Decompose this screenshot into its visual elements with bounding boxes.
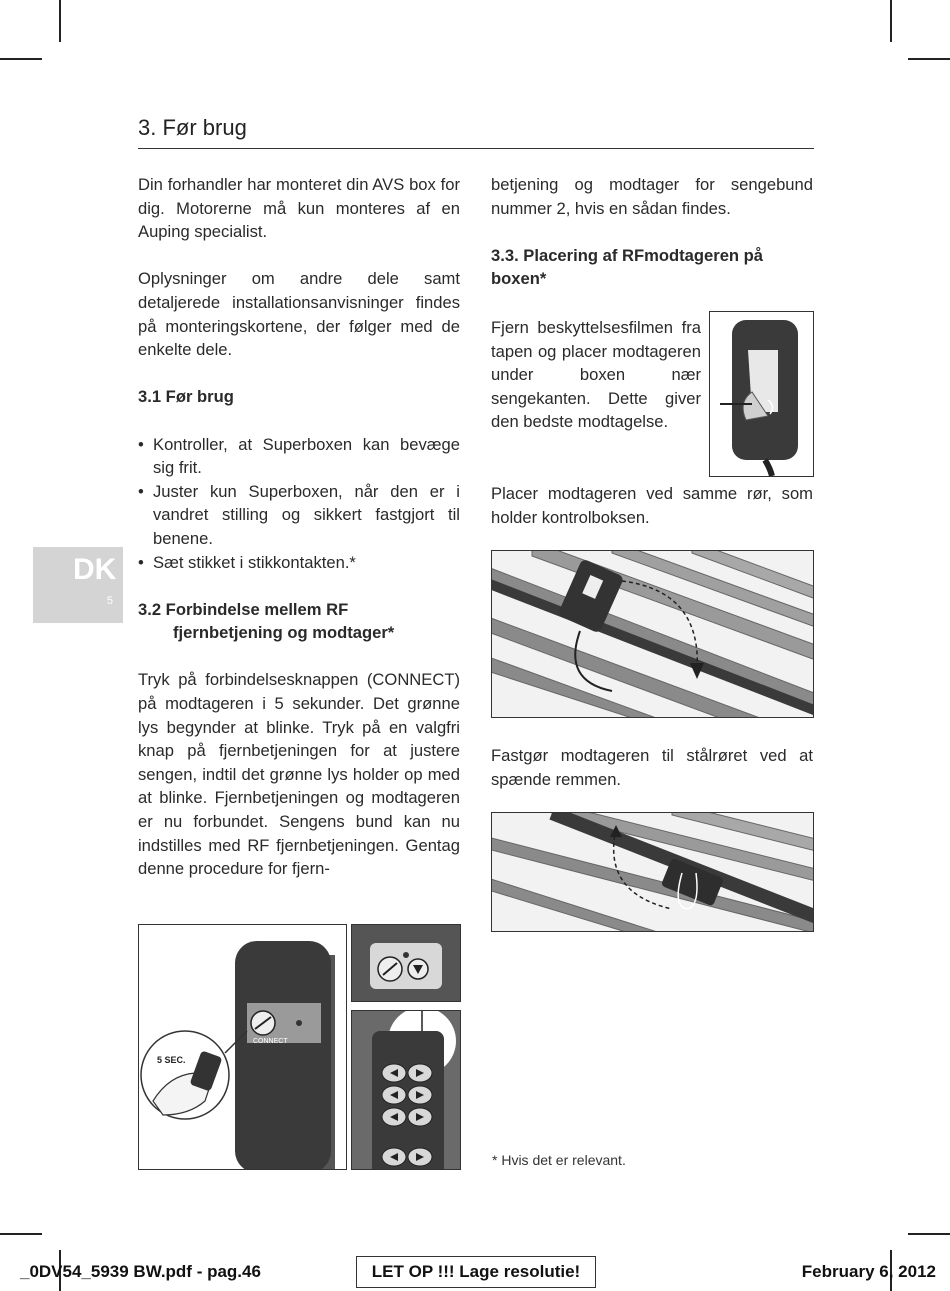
right-column bbox=[491, 173, 813, 315]
receiver-tape-figure bbox=[709, 311, 814, 477]
list-item: • Juster kun Superboxen, når den er i vandret stilling og sikkert fastgjort til benene. bbox=[138, 480, 460, 551]
crop-mark bbox=[0, 1233, 42, 1235]
language-code: DK bbox=[73, 553, 117, 586]
intro-paragraph: Din forhandler har monteret din AVS box for dig. Motorerne må kun monteres af en Auping specialist. bbox=[138, 175, 460, 242]
crop-mark bbox=[908, 58, 950, 60]
footer-resolution-warning: LET OP !!! Lage resolutie! bbox=[356, 1256, 596, 1288]
checklist bbox=[138, 433, 460, 575]
remote-buttons-figure bbox=[351, 1010, 461, 1170]
section-3-3-body: Fjern beskyttelsesfilmen fra tapen og placer modtageren under boxen nær sengekanten. Dette giver den bedste modtagelse. bbox=[491, 318, 701, 432]
fasten-text-wrap bbox=[491, 744, 813, 791]
language-tab bbox=[33, 547, 123, 623]
list-item: • Kontroller, at Superboxen kan bevæge sig frit. bbox=[138, 433, 460, 480]
section-3-3-body-wrap bbox=[491, 316, 701, 434]
crop-mark bbox=[890, 0, 892, 42]
section-heading: 3. Før brug bbox=[138, 112, 814, 149]
fasten-text: Fastgør modtageren til stålrøret ved at spænde remmen. bbox=[491, 746, 813, 789]
fasten-strap-figure bbox=[491, 812, 814, 932]
left-column bbox=[138, 173, 460, 881]
section-3-2-body: Tryk på forbindelsesknappen (CONNECT) på modtageren i 5 sekunder. Det grønne lys begynder at blinke. Tryk på en valgfri knap på fjernbetjeningen for at justere sengen, indtil det grønne lys holder op med at blinke. Fjernbetjeningen og modtageren er nu forbundet. Sengens bund kan nu indstilles med RF fjernbetjeningen. Gentag denne procedure for fjern- bbox=[138, 670, 460, 879]
footnote: * Hvis det er relevant. bbox=[492, 1152, 626, 1168]
remote-top-figure bbox=[351, 924, 461, 1002]
page-number: 5 bbox=[106, 595, 113, 607]
place-text: Placer modtageren ved samme rør, som holder kontrolboksen. bbox=[491, 484, 813, 527]
footer-date: February 6, 2012 bbox=[801, 1262, 936, 1281]
place-text-wrap bbox=[491, 482, 813, 529]
list-item: • Sæt stikket i stikkontakten.* bbox=[138, 551, 460, 575]
footer-filename: _0DV54_5939 BW.pdf - pag.46 bbox=[20, 1262, 261, 1281]
section-3-2-title-line1: 3.2 Forbindelse mellem RF bbox=[138, 599, 349, 619]
crop-mark bbox=[59, 0, 61, 42]
info-paragraph: Oplysninger om andre dele samt detaljerede installationsanvisninger findes på monteringskortene, der følger med de enkelte dele. bbox=[138, 269, 460, 360]
connect-receiver-figure bbox=[138, 924, 347, 1170]
place-receiver-figure bbox=[491, 550, 814, 718]
continuation-paragraph: betjening og modtager for sengebund nummer 2, hvis en sådan findes. bbox=[491, 175, 813, 218]
crop-mark bbox=[908, 1233, 950, 1235]
section-3-2-title-line2: fjernbetjening og modtager* bbox=[173, 623, 395, 643]
section-3-3-title: 3.3. Placering af RFmodtageren på boxen* bbox=[491, 245, 764, 289]
crop-mark bbox=[0, 58, 42, 60]
five-seconds-callout: 5 SEC. bbox=[157, 1055, 186, 1065]
section-3-2-title bbox=[138, 598, 460, 645]
section-3-1-title: 3.1 Før brug bbox=[138, 387, 234, 407]
connect-label: CONNECT bbox=[253, 1038, 288, 1045]
